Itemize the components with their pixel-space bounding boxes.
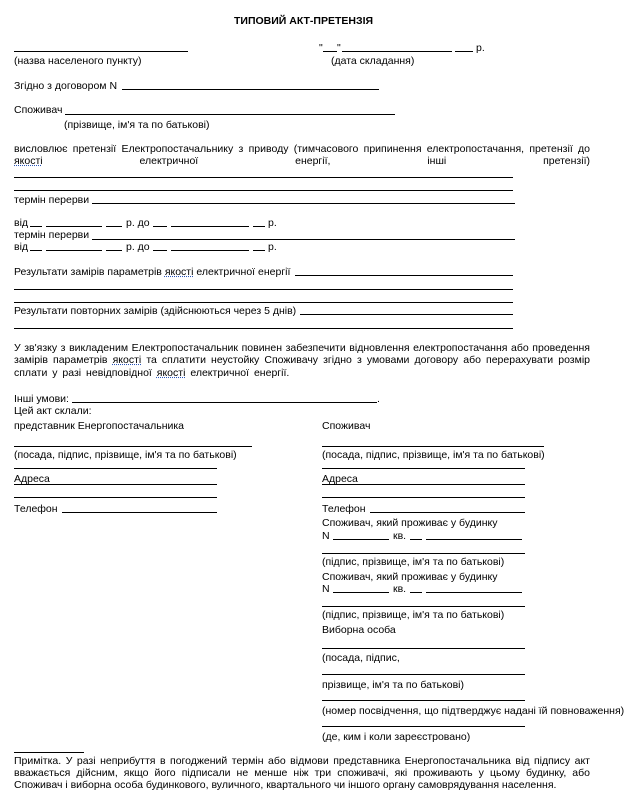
resident2-sign-line[interactable] [322, 606, 525, 607]
note-line3: Споживач і виборна особа будинкового, вуличного, квартального чи іншого органу самоврядування населення. [14, 779, 557, 791]
to-day-1[interactable] [153, 226, 167, 227]
obligation-line3-pre: сплати у разі невідповідної [14, 367, 157, 379]
measurements-line-3[interactable] [14, 302, 513, 303]
left-line-extra[interactable] [14, 468, 217, 469]
repeat-measurements-label: Результати повторних замірів (здійснюються через 5 днів) [14, 305, 297, 317]
elected-caption-3: (номер посвідчення, що підтверджує надані їй повноваження) [322, 705, 625, 717]
claims-word-other: інші [427, 155, 447, 167]
elected-line-1[interactable] [322, 648, 525, 649]
claims-line-a[interactable] [14, 177, 513, 178]
place-label: (назва населеного пункту) [14, 55, 142, 67]
elected-caption-2: прізвище, ім'я та по батькові) [322, 679, 464, 691]
from-year-2[interactable] [106, 250, 122, 251]
resident2-apt: кв. [393, 583, 407, 595]
to-label-2: р. до [126, 241, 150, 253]
term-line-2[interactable] [92, 239, 515, 240]
date-year-line[interactable] [455, 51, 473, 52]
other-terms-line[interactable] [72, 402, 377, 403]
to-year-2[interactable] [253, 250, 265, 251]
to-end-2: р. [268, 241, 277, 253]
measurements-label-link: якості [164, 266, 194, 278]
measurements-line-1[interactable] [295, 275, 513, 276]
left-address-line-1[interactable] [14, 484, 217, 485]
term-line-1[interactable] [92, 203, 515, 204]
to-label-1: р. до [126, 217, 150, 229]
to-day-2[interactable] [153, 250, 167, 251]
repeat-line-1[interactable] [300, 314, 513, 315]
resident2-sign: (підпис, прізвище, ім'я та по батькові) [322, 609, 505, 621]
left-sign-label: (посада, підпис, прізвище, ім'я та по батькові) [14, 449, 237, 461]
left-phone-label: Телефон [14, 503, 58, 515]
left-phone-line[interactable] [62, 512, 217, 513]
right-party-title: Споживач [322, 420, 371, 432]
obligation-line1: У зв'язку з викладеним Електропостачальник повинен забезпечити відновлення електропостачання або проведення [14, 342, 590, 354]
resident2-n: N [322, 583, 330, 595]
compiled-label: Цей акт склали: [14, 405, 92, 417]
left-sign-line[interactable] [14, 446, 252, 447]
claims-word-claims: претензії) [543, 155, 590, 167]
elected-caption-1: (посада, підпис, [322, 652, 400, 664]
resident1-apt-line-b[interactable] [426, 539, 522, 540]
to-year-1[interactable] [253, 226, 265, 227]
repeat-line-2[interactable] [14, 328, 513, 329]
term-label-1: термін перерви [14, 194, 90, 206]
right-phone-line[interactable] [370, 512, 525, 513]
date-quote-open: " [319, 42, 323, 54]
claims-line2 [14, 155, 590, 167]
resident2-n-line[interactable] [333, 592, 389, 593]
resident2-label: Споживач, який проживає у будинку [322, 571, 498, 583]
elected-line-3[interactable] [322, 700, 525, 701]
right-phone-label: Телефон [322, 503, 366, 515]
from-label-1: від [14, 217, 29, 229]
term-label-2: термін перерви [14, 229, 90, 241]
resident1-n: N [322, 530, 330, 542]
right-line-extra[interactable] [322, 468, 525, 469]
left-address-label: Адреса [14, 473, 50, 485]
measurements-label [14, 266, 290, 278]
claims-line-b[interactable] [14, 190, 513, 191]
right-address-label: Адреса [322, 473, 358, 485]
obligation-line3-link: якості [156, 367, 186, 379]
document-title: ТИПОВИЙ АКТ-ПРЕТЕНЗІЯ [234, 15, 374, 27]
measurements-label-post: електричної енергії [193, 266, 291, 278]
obligation-line2 [14, 354, 590, 366]
elected-label: Виборна особа [322, 624, 396, 636]
resident1-sign-line[interactable] [322, 553, 525, 554]
from-day-2[interactable] [30, 250, 42, 251]
right-address-line-1[interactable] [322, 484, 525, 485]
to-month-2[interactable] [171, 250, 249, 251]
note-line1: Примітка. У разі неприбуття в погоджений термін або відмови представника Енергопостачальника від підпису акт [14, 755, 590, 767]
measurements-line-2[interactable] [14, 289, 513, 290]
resident1-apt: кв. [393, 530, 407, 542]
obligation-line3 [14, 367, 289, 379]
obligation-line2-link: якості [112, 354, 142, 366]
place-line[interactable] [14, 51, 188, 52]
year-suffix: р. [476, 42, 485, 54]
date-month-line[interactable] [342, 51, 452, 52]
to-end-1: р. [268, 217, 277, 229]
from-month-2[interactable] [46, 250, 102, 251]
elected-caption-4: (де, ким і коли зареєстровано) [322, 731, 471, 743]
resident2-apt-line-b[interactable] [426, 592, 522, 593]
resident1-sign: (підпис, прізвище, ім'я та по батькові) [322, 556, 505, 568]
claims-line1: висловлює претензії Електропостачальнику з приводу (тимчасового припинення електропостачання, претензії до [14, 143, 590, 155]
to-month-1[interactable] [171, 226, 249, 227]
obligation-line2-pre: замірів параметрів [14, 354, 113, 366]
consumer-label: Споживач [14, 104, 63, 116]
resident2-apt-line-a[interactable] [410, 592, 422, 593]
left-party-title: представник Енергопостачальника [14, 420, 185, 432]
from-label-2: від [14, 241, 29, 253]
right-sign-line[interactable] [322, 446, 544, 447]
consumer-line[interactable] [65, 114, 395, 115]
consumer-sublabel: (прізвище, ім'я та по батькові) [64, 119, 210, 131]
contract-line[interactable] [122, 89, 379, 90]
resident1-apt-line-a[interactable] [410, 539, 422, 540]
elected-line-4[interactable] [322, 726, 525, 727]
obligation-line2-post: та сплатити неустойку Споживачу згідно з умовами договору або перерахувати розмір [141, 354, 590, 366]
date-day-line[interactable] [323, 51, 337, 52]
contract-label: Згідно з договором N [14, 80, 118, 92]
right-address-line-2[interactable] [322, 497, 525, 498]
elected-line-2[interactable] [322, 674, 525, 675]
claims-word-quality: якості [14, 155, 43, 167]
obligation-line3-post: електричної енергії. [185, 367, 290, 379]
from-month-1[interactable] [46, 226, 102, 227]
date-label: (дата складання) [331, 55, 415, 67]
right-sign-label: (посада, підпис, прізвище, ім'я та по батькові) [322, 449, 545, 461]
from-year-1[interactable] [106, 226, 122, 227]
footnote-separator [14, 752, 84, 753]
claims-word-electric: електричної [139, 155, 199, 167]
measurements-label-pre: Результати замірів параметрів [14, 266, 165, 278]
resident1-label: Споживач, який проживає у будинку [322, 517, 498, 529]
left-address-line-2[interactable] [14, 497, 217, 498]
claims-word-energy: енергії, [295, 155, 331, 167]
resident1-n-line[interactable] [333, 539, 389, 540]
note-line2: вважається дійсним, якщо його підписали не менше ніж три споживачі, які проживають у цьому будинку, або [14, 767, 590, 779]
other-terms-label: Інші умови: [14, 393, 69, 405]
other-terms-end: . [377, 393, 380, 405]
from-day-1[interactable] [30, 226, 42, 227]
date-quote-close: " [337, 42, 341, 54]
